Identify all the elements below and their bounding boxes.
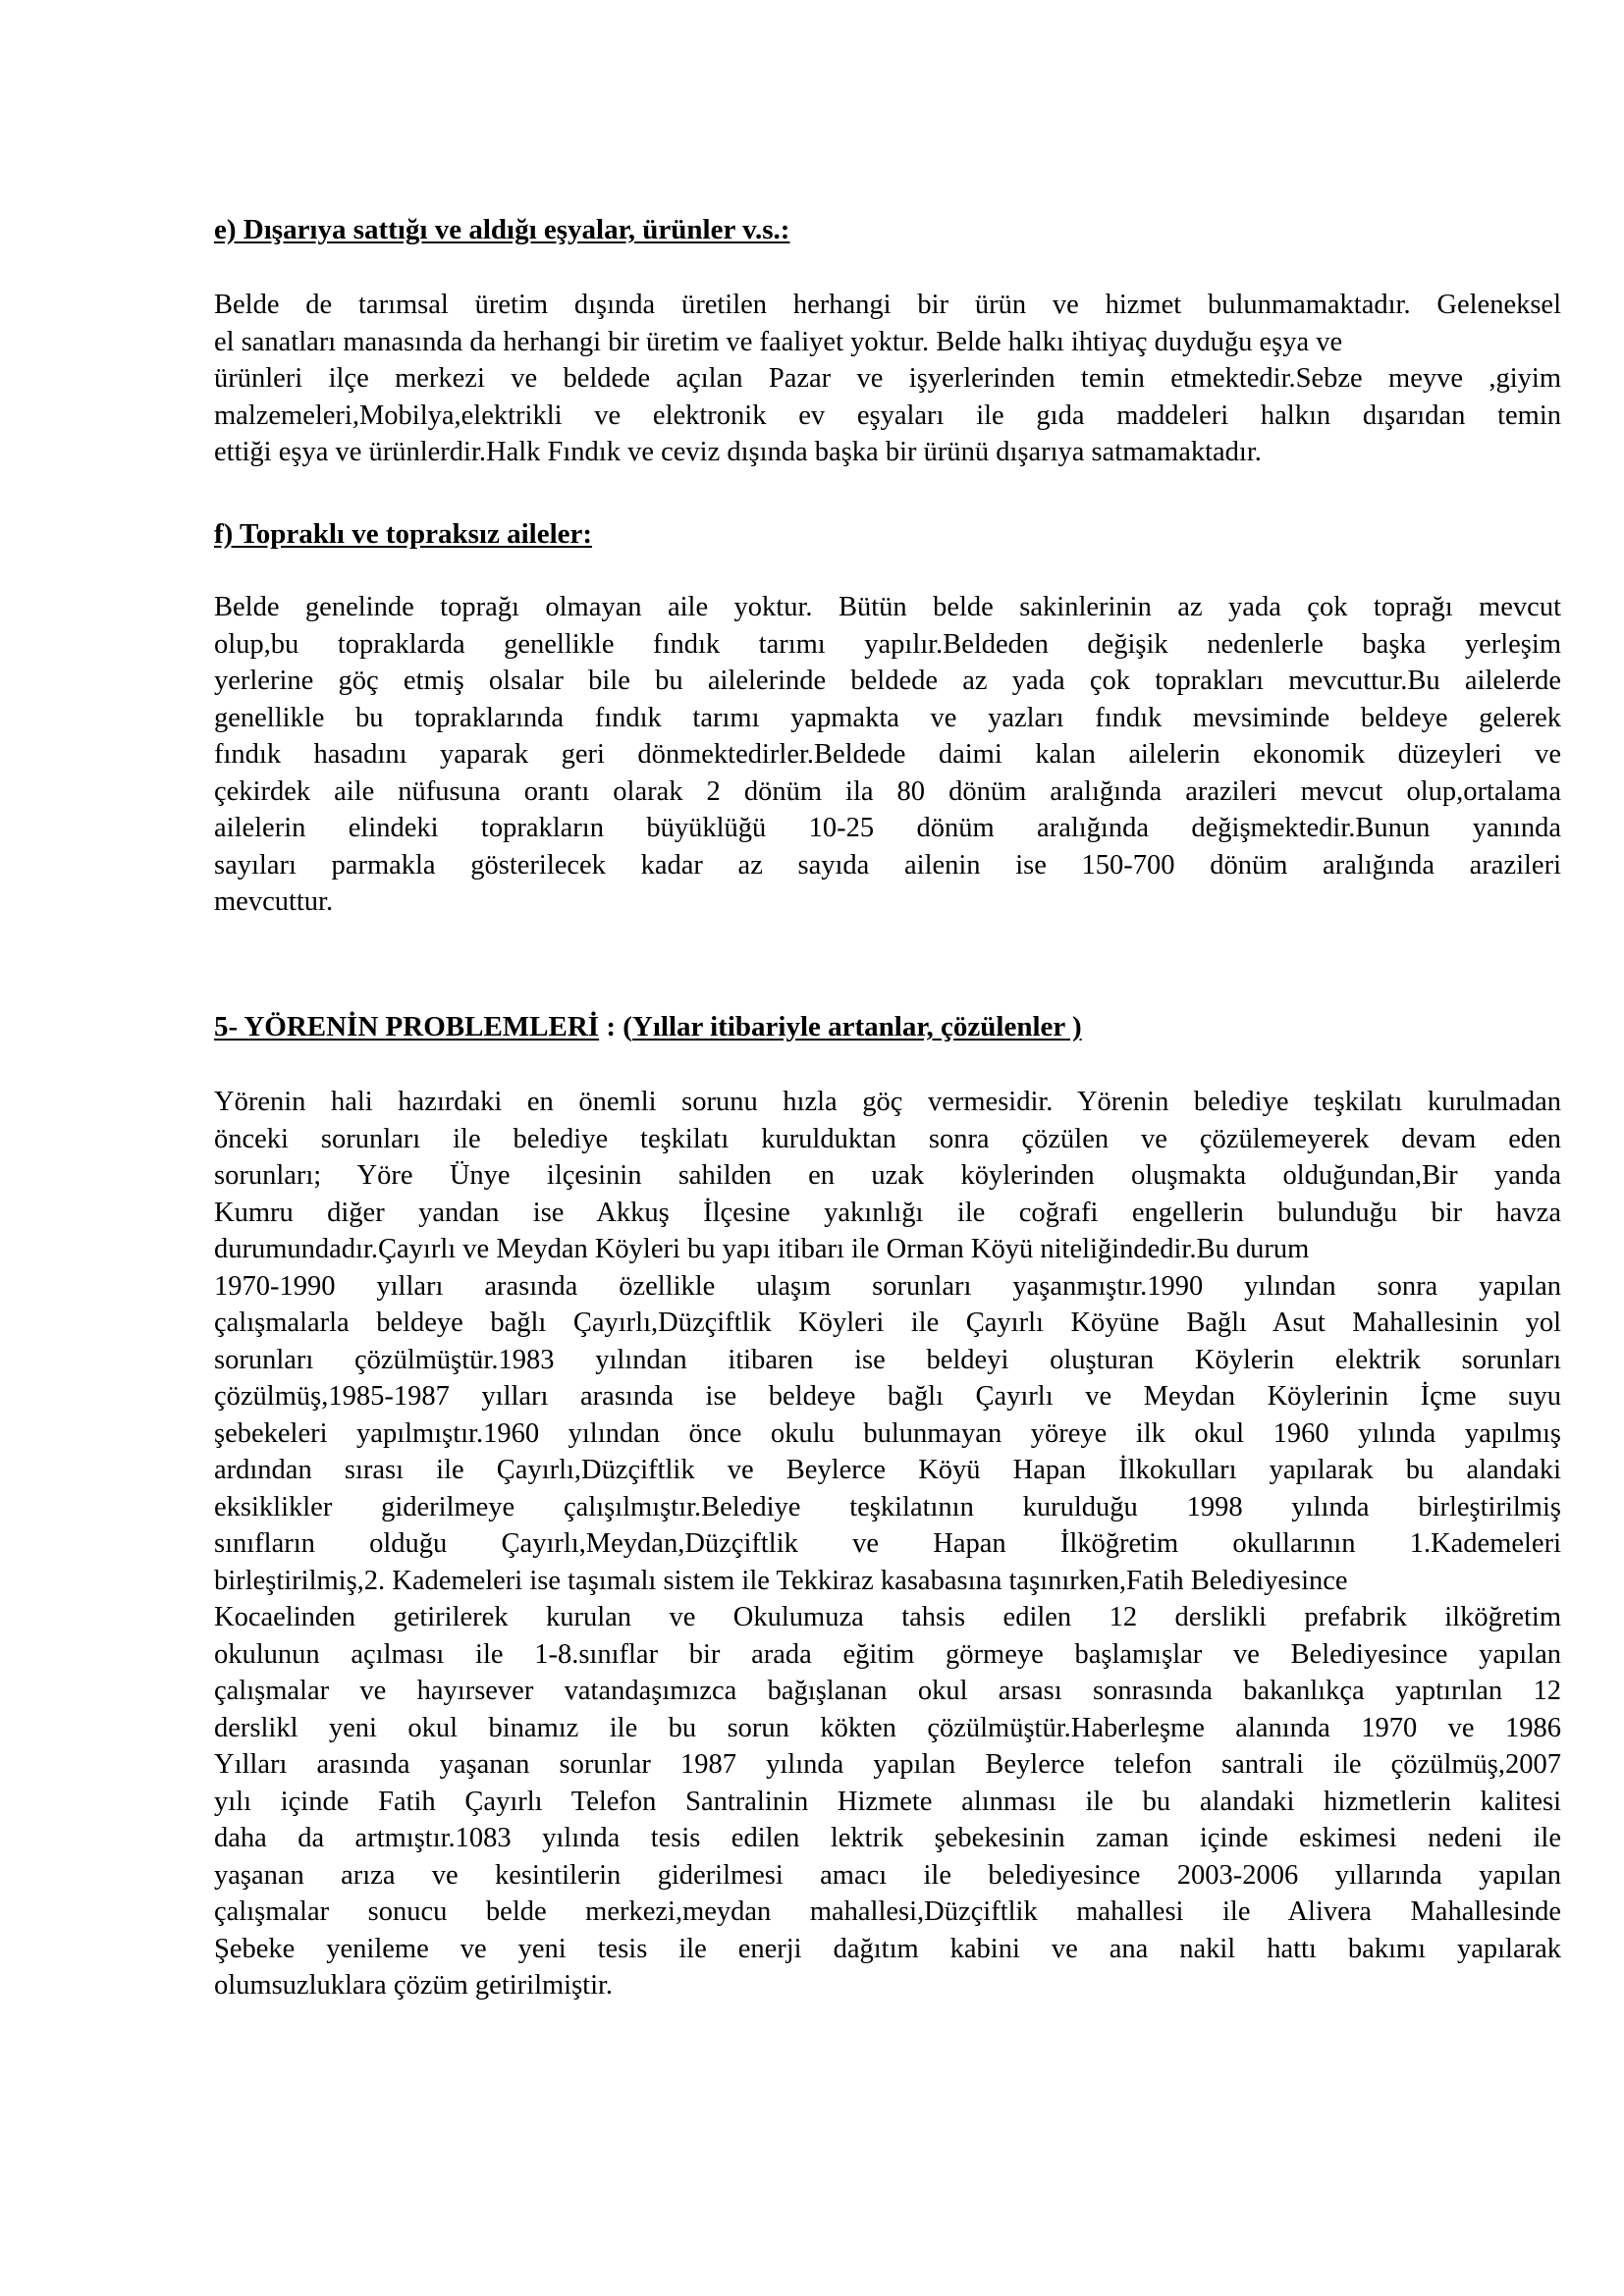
paragraph-line: el sanatları manasında da herhangi bir üretim ve faaliyet yoktur. Belde halkı ihtiyaç duyduğu eşya ve [214, 326, 1343, 357]
paragraph-line: sınıfların olduğu Çayırlı,Meydan,Düzçiftlik ve Hapan İlköğretim okullarının 1.Kademeleri [214, 1528, 1561, 1559]
paragraph-line: birleştirilmiş,2. Kademeleri ise taşımalı sistem ile Tekkiraz kasabasına taşınırken,Fatih Belediyesince [214, 1565, 1348, 1596]
paragraph-line: Yörenin hali hazırdaki en önemli sorunu hızla göç vermesidir. Yörenin belediye teşkilatı kurulmadan [214, 1087, 1561, 1117]
section-5-separator: : ( [599, 1011, 632, 1042]
paragraph-line: çalışmalarla beldeye bağlı Çayırlı,Düzçiftlik Köyleri ile Çayırlı Köyüne Bağlı Asut Mahallesinin yol [214, 1308, 1561, 1338]
section-5-title: 5- YÖRENİN PROBLEMLERİ [214, 1011, 600, 1042]
paragraph-line: Belde de tarımsal üretim dışında üretilen herhangi bir ürün ve hizmet bulunmamaktadır. Geleneksel [214, 290, 1561, 320]
paragraph-line: durumundadır.Çayırlı ve Meydan Köyleri bu yapı itibarı ile Orman Köyü niteliğindedir.Bu durum [214, 1234, 1310, 1264]
paragraph-line: Belde genelinde toprağı olmayan aile yoktur. Bütün belde sakinlerinin az yada çok toprağı mevcut [214, 592, 1561, 622]
paragraph-line: sayıları parmakla gösterilecek kadar az sayıda ailenin ise 150-700 dönüm aralığında arazileri [214, 849, 1561, 881]
paragraph-line: Kocaelinden getirilerek kurulan ve Okulumuza tahsis edilen 12 derslikli prefabrik ilköğretim [214, 1602, 1561, 1632]
section-e-heading: e) Dışarıya sattığı ve aldığı eşyalar, ürünler v.s.: [214, 214, 790, 245]
paragraph-line: Şebeke yenileme ve yeni tesis ile enerji dağıtım kabini ve ana nakil hattı bakımı yapılarak [214, 1933, 1561, 1964]
section-5-paragraph [214, 1084, 1561, 2004]
paragraph-line: çalışmalar ve hayırsever vatandaşımızca bağışlanan okul arsası sonrasında bakanlıkça yaptırılan 12 [214, 1676, 1561, 1706]
paragraph-line: ürünleri ilçe merkezi ve beldede açılan Pazar ve işyerlerinden temin etmektedir.Sebze meyve ,giyim [214, 363, 1561, 394]
paragraph-line: ettiği eşya ve ürünlerdir.Halk Fındık ve ceviz dışında başka bir ürünü dışarıya satmamaktadır. [214, 437, 1262, 467]
paragraph-line: yılı içinde Fatih Çayırlı Telefon Santralinin Hizmete alınması ile bu alandaki hizmetlerin kalitesi [214, 1786, 1561, 1817]
paragraph-line: ailelerin elindeki toprakların büyüklüğü 10-25 dönüm aralığında değişmektedir.Bunun yanında [214, 813, 1561, 843]
paragraph-line: çözülmüş,1985-1987 yılları arasında ise beldeye bağlı Çayırlı ve Meydan Köylerinin İçme suyu [214, 1381, 1561, 1412]
paragraph-line: 1970-1990 yılları arasında özellikle ulaşım sorunları yaşanmıştır.1990 yılından sonra yapılan [214, 1270, 1561, 1302]
paragraph-line: çekirdek aile nüfusuna orantı olarak 2 dönüm ila 80 dönüm aralığında arazileri mevcut olup,ortalama [214, 775, 1561, 807]
section-e-paragraph [214, 287, 1561, 471]
paragraph-line: önceki sorunları ile belediye teşkilatı kurulduktan sonra çözülen ve çözülemeyerek devam eden [214, 1123, 1561, 1154]
paragraph-line: olumsuzluklara çözüm getirilmiştir. [214, 1970, 614, 2001]
paragraph-line: malzemeleri,Mobilya,elektrikli ve elektronik ev eşyaları ile gıda maddeleri halkın dışarıdan temin [214, 400, 1561, 431]
section-f-paragraph [214, 589, 1561, 921]
paragraph-line: eksiklikler giderilmeye çalışılmıştır.Belediye teşkilatının kurulduğu 1998 yılında birleştirilmiş [214, 1491, 1561, 1522]
paragraph-line: mevcuttur. [214, 886, 334, 917]
paragraph-line: genellikle bu topraklarında fındık tarımı yapmakta ve yazları fındık mevsiminde beldeye gelerek [214, 702, 1561, 733]
paragraph-line: Yılları arasında yaşanan sorunlar 1987 yılında yapılan Beylerce telefon santrali ile çözülmüş,2007 [214, 1749, 1561, 1780]
paragraph-line: ardından sırası ile Çayırlı,Düzçiftlik ve Beylerce Köyü Hapan İlkokulları yapılarak bu alandaki [214, 1455, 1561, 1485]
paragraph-line: yaşanan arıza ve kesintilerin giderilmesi amacı ile belediyesince 2003-2006 yıllarında yapılan [214, 1859, 1561, 1891]
section-5-subtitle: Yıllar itibariyle artanlar, çözülenler ) [631, 1011, 1082, 1042]
paragraph-line: çalışmalar sonucu belde merkezi,meydan mahallesi,Düzçiftlik mahallesi ile Alivera Mahallesinde [214, 1896, 1561, 1927]
paragraph-line: yerlerine göç etmiş olsalar bile bu ailelerinde beldede az yada çok toprakları mevcuttur.Bu ailelerde [214, 666, 1561, 696]
paragraph-line: sorunları; Yöre Ünye ilçesinin sahilden en uzak köylerinden oluşmakta olduğundan,Bir yanda [214, 1160, 1561, 1191]
section-f-heading: f) Topraklı ve topraksız aileler: [214, 518, 593, 550]
paragraph-line: daha da artmıştır.1083 yılında tesis edilen lektrik şebekesinin zaman içinde eskimesi nedeni ile [214, 1823, 1561, 1853]
paragraph-line: derslikl yeni okul binamız ile bu sorun kökten çözülmüştür.Haberleşme alanında 1970 ve 1986 [214, 1712, 1561, 1743]
paragraph-line: olup,bu topraklarda genellikle fındık tarımı yapılır.Beldeden değişik nedenlerle başka yerleşim [214, 628, 1561, 660]
section-5-heading [214, 1009, 1082, 1044]
paragraph-line: fındık hasadını yaparak geri dönmektedirler.Beldede daimi kalan ailelerin ekonomik düzeyleri ve [214, 739, 1561, 770]
paragraph-line: okulunun açılması ile 1-8.sınıflar bir arada eğitim görmeye başlamışlar ve Belediyesince yapılan [214, 1638, 1561, 1670]
paragraph-line: Kumru diğer yandan ise Akkuş İlçesine yakınlığı ile coğrafi engellerin bulunduğu bir havza [214, 1197, 1561, 1228]
paragraph-line: şebekeleri yapılmıştır.1960 yılından önce okulu bulunmayan yöreye ilk okul 1960 yılında yapılmış [214, 1417, 1561, 1449]
paragraph-line: sorunları çözülmüştür.1983 yılından itibaren ise beldeyi oluşturan Köylerin elektrik sorunları [214, 1344, 1561, 1375]
